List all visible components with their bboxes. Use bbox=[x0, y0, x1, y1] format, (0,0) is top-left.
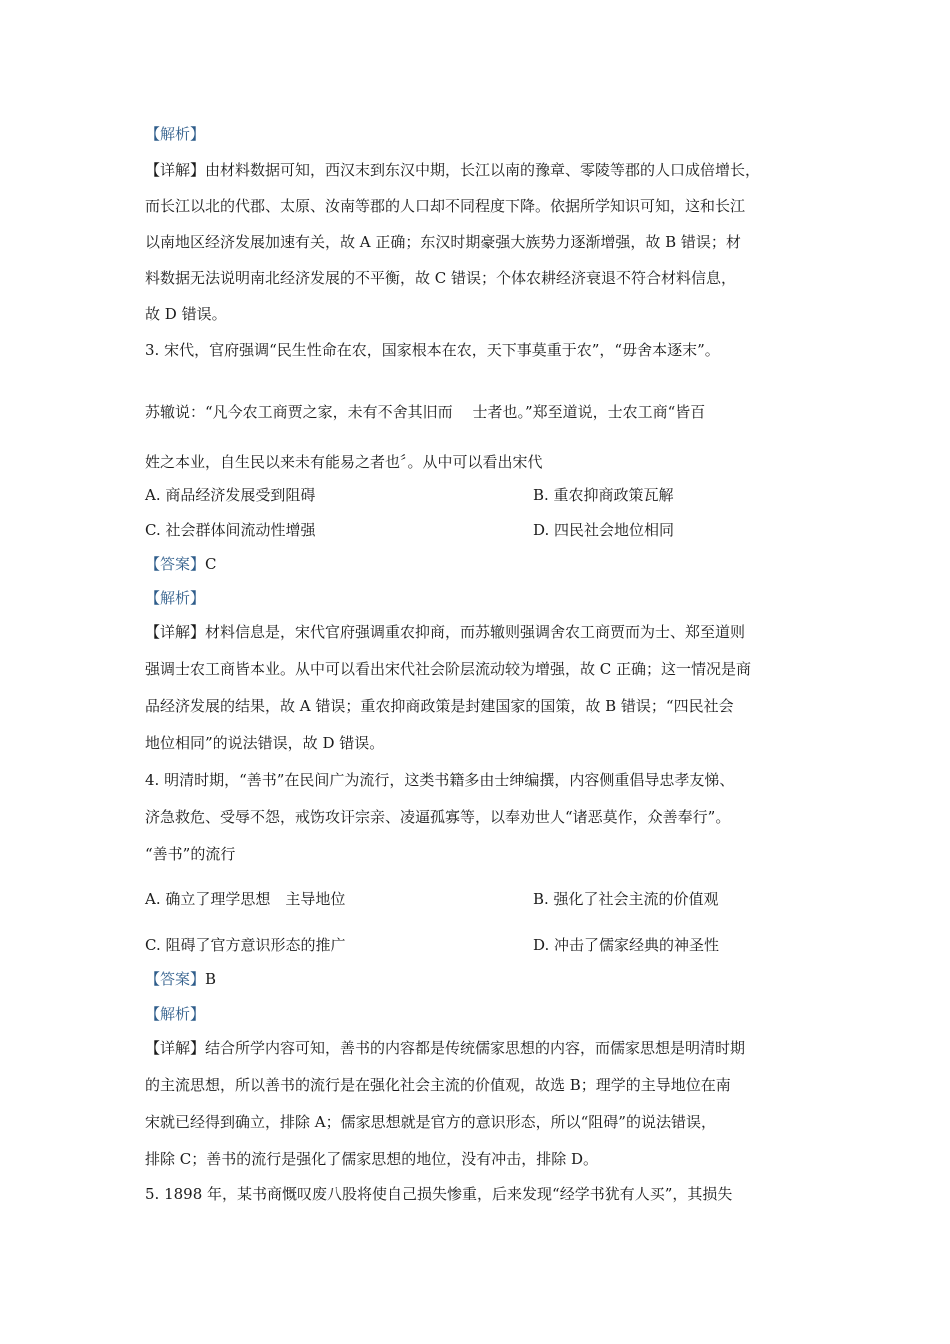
q4-option-b: B. 强化了社会主流的价值观 bbox=[533, 890, 719, 908]
document-content bbox=[145, 124, 810, 1204]
q4-detail-line-1: 的主流思想，所以善书的流行是在强化社会主流的价值观，故选 B；理学的主导地位在南 bbox=[145, 1076, 731, 1094]
q4-option-c: C. 阻碍了官方意识形态的推广 bbox=[145, 936, 346, 954]
q4-analysis-heading bbox=[145, 1004, 810, 1024]
q3-options-row-1 bbox=[145, 485, 810, 505]
q3-detail-line-1: 强调士农工商皆本业。从中可以看出宋代社会阶层流动较为增强，故 C 正确；这一情况是商 bbox=[145, 660, 752, 678]
answer-value: B bbox=[205, 970, 217, 988]
answer-value: C bbox=[205, 555, 217, 573]
q3-option-d: D. 四民社会地位相同 bbox=[533, 521, 675, 539]
analysis-tag: 【解析】 bbox=[145, 125, 206, 143]
detail-tag: 【详解】 bbox=[145, 161, 206, 179]
q2-detail-line-3: 料数据无法说明南北经济发展的不平衡，故 C 错误；个体农耕经济衰退不符合材料信息， bbox=[145, 269, 737, 287]
q3-detail-line-2: 品经济发展的结果，故 A 错误；重农抑商政策是封建国家的国策，故 B 错误；“四民社会 bbox=[145, 697, 734, 715]
q5-stem-line-0: 5. 1898 年，某书商慨叹废八股将使自己损失惨重，后来发现“经学书犹有人买”，其损失 bbox=[145, 1185, 733, 1203]
q3-answer bbox=[145, 554, 810, 574]
q3-stem-line-1: 苏辙说：“凡今农工商贾之家，未有不舍其旧而 士者也。”郑至道说，士农工商“皆百 bbox=[145, 403, 706, 421]
q4-stem-line-0: 4. 明清时期，“善书”在民间广为流行，这类书籍多由士绅编撰，内容侧重倡导忠孝友悌、 bbox=[145, 771, 735, 789]
q2-detail-line-0 bbox=[145, 160, 810, 180]
detail-tag: 【详解】 bbox=[145, 1039, 206, 1057]
q4-stem-line-2: “善书”的流行 bbox=[145, 845, 236, 863]
q3-analysis-heading bbox=[145, 588, 810, 608]
detail-tag: 【详解】 bbox=[145, 623, 206, 641]
detail-text: 由材料数据可知，西汉末到东汉中期，长江以南的豫章、零陵等郡的人口成倍增长， bbox=[205, 161, 761, 179]
analysis-tag: 【解析】 bbox=[145, 589, 206, 607]
q4-answer bbox=[145, 969, 810, 989]
q3-stem-line-0: 3. 宋代，官府强调“民生性命在农，国家根本在农，天下事莫重于农”，“毋舍本逐末”。 bbox=[145, 341, 720, 359]
q4-stem-line-1: 济急救危、受辱不怨，戒饬攻讦宗亲、凌逼孤寡等，以奉劝世人“诸恶莫作，众善奉行”。 bbox=[145, 808, 731, 826]
q2-analysis-heading bbox=[145, 124, 810, 144]
q3-option-b: B. 重农抑商政策瓦解 bbox=[533, 486, 674, 504]
q4-detail-line-0 bbox=[145, 1038, 810, 1058]
q4-options-row-2 bbox=[145, 935, 810, 955]
q2-detail-line-2: 以南地区经济发展加速有关，故 A 正确；东汉时期豪强大族势力逐渐增强，故 B 错误；材 bbox=[145, 233, 741, 251]
detail-text: 材料信息是，宋代官府强调重农抑商，而苏辙则强调舍农工商贾而为士、郑至道则 bbox=[205, 623, 746, 641]
q4-option-d: D. 冲击了儒家经典的神圣性 bbox=[533, 936, 720, 954]
q3-detail-line-0 bbox=[145, 622, 810, 642]
q4-option-a: A. 确立了理学思想 主导地位 bbox=[145, 890, 346, 908]
q3-options-row-2 bbox=[145, 520, 810, 540]
q3-stem-line-2: 姓之本业，自生民以来未有能易之者也〞。从中可以看出宋代 bbox=[145, 453, 543, 471]
answer-tag: 【答案】 bbox=[145, 555, 206, 573]
q4-options-row-1 bbox=[145, 889, 810, 909]
analysis-tag: 【解析】 bbox=[145, 1005, 206, 1023]
answer-tag: 【答案】 bbox=[145, 970, 206, 988]
q4-detail-line-2: 宋就已经得到确立，排除 A；儒家思想就是官方的意识形态，所以“阻碍”的说法错误， bbox=[145, 1113, 716, 1131]
q2-detail-line-1: 而长江以北的代郡、太原、汝南等郡的人口却不同程度下降。依据所学知识可知，这和长江 bbox=[145, 197, 746, 215]
q4-detail-line-3: 排除 C；善书的流行是强化了儒家思想的地位，没有冲击，排除 D。 bbox=[145, 1150, 599, 1168]
detail-text: 结合所学内容可知，善书的内容都是传统儒家思想的内容，而儒家思想是明清时期 bbox=[205, 1039, 746, 1057]
q3-detail-line-3: 地位相同”的说法错误，故 D 错误。 bbox=[145, 734, 385, 752]
q3-option-a: A. 商品经济发展受到阻碍 bbox=[145, 486, 316, 504]
q3-option-c: C. 社会群体间流动性增强 bbox=[145, 521, 316, 539]
q2-detail-line-4: 故 D 错误。 bbox=[145, 305, 227, 323]
